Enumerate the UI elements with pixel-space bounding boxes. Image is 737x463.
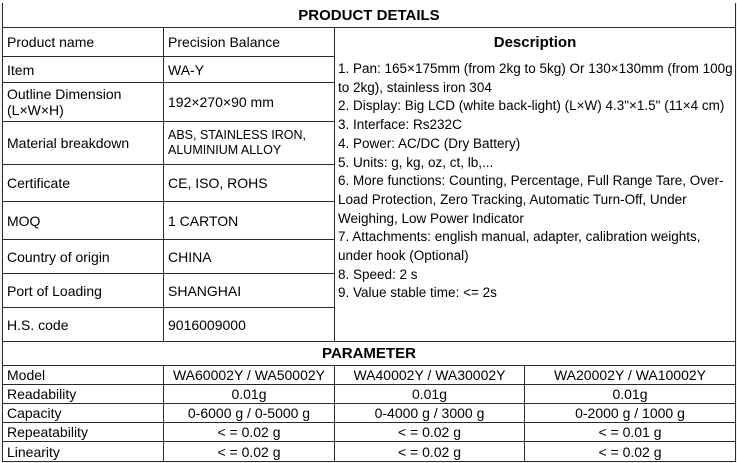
product-details-title: PRODUCT DETAILS [3,3,736,28]
parameter-title: PARAMETER [3,342,736,366]
param-label-capacity: Capacity [3,404,164,423]
param-value: 0.01g [335,385,525,404]
detail-value-outline-dimension: 192×270×90 mm [164,83,335,122]
param-value: WA40002Y / WA30002Y [335,366,525,385]
param-label-repeatability: Repeatability [3,423,164,442]
param-value: < = 0.02 g [164,442,335,462]
detail-label-outline-dimension: Outline Dimension (L×W×H) [3,83,164,122]
param-label-model: Model [3,366,164,385]
table-left-border [2,3,3,462]
detail-label-item: Item [3,57,164,83]
detail-label-product-name: Product name [3,28,164,57]
param-value: 0-4000 g / 3000 g [335,404,525,423]
detail-label-certificate: Certificate [3,165,164,202]
description-line: 9. Value stable time: <= 2s [338,285,497,301]
detail-value-moq: 1 CARTON [164,202,335,240]
description-line: 7. Attachments: english manual, adapter, calibration weights, under hook (Optional) [338,229,701,264]
param-label-readability: Readability [3,385,164,404]
param-value: < = 0.02 g [525,442,736,462]
param-value: < = 0.02 g [164,423,335,442]
description-line: 3. Interface: Rs232C [338,117,462,133]
detail-label-hs-code: H.S. code [3,308,164,342]
param-value: 0.01g [525,385,736,404]
description-title: Description [335,28,736,56]
param-value: WA20002Y / WA10002Y [525,366,736,385]
detail-label-port: Port of Loading [3,274,164,308]
detail-value-product-name: Precision Balance [164,28,335,57]
param-label-linearity: Linearity [3,442,164,462]
detail-value-hs-code: 9016009000 [164,308,335,342]
param-value: < = 0.01 g [525,423,736,442]
param-value: 0-2000 g / 1000 g [525,404,736,423]
detail-label-moq: MOQ [3,202,164,240]
detail-label-country: Country of origin [3,240,164,274]
detail-value-country: CHINA [164,240,335,274]
detail-label-material: Material breakdown [3,122,164,165]
description-line: 4. Power: AC/DC (Dry Battery) [338,135,521,151]
detail-value-item: WA-Y [164,57,335,83]
param-value: < = 0.02 g [335,423,525,442]
description-line: 1. Pan: 165×175mm (from 2kg to 5kg) Or 130×130mm (from 100g to 2kg), stainless iron 304 [338,61,733,95]
param-value: WA60002Y / WA50002Y [164,366,335,385]
description-line: 8. Speed: 2 s [338,266,418,282]
param-value: 0.01g [164,385,335,404]
description-line: 6. More functions: Counting, Percentage, Full Range Tare, Over-Load Protection, Zero Tracking, Automatic Turn-Off, Under Weighing, Low Power Indicator [338,173,724,226]
description-line: 5. Units: g, kg, oz, ct, lb,... [338,154,494,170]
param-value: 0-6000 g / 0-5000 g [164,404,335,423]
detail-value-material: ABS, STAINLESS IRON, ALUMINIUM ALLOY [164,122,335,165]
description-body [335,56,736,342]
description-line: 2. Display: Big LCD (white back-light) (L×W) 4.3"×1.5" (11×4 cm) [338,98,725,114]
detail-value-certificate: CE, ISO, ROHS [164,165,335,202]
detail-value-port: SHANGHAI [164,274,335,308]
param-value: < = 0.02 g [335,442,525,462]
